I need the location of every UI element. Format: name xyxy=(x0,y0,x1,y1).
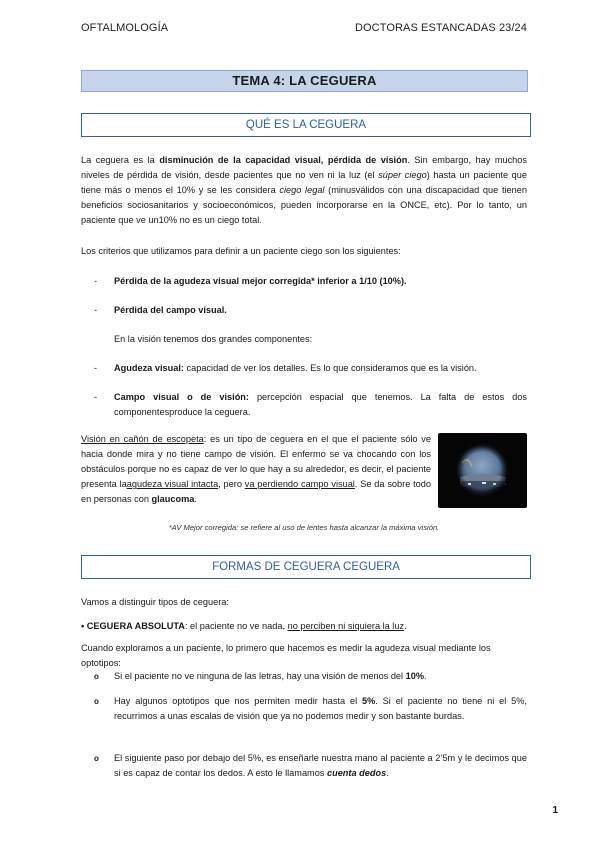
component-acuity: Agudeza visual: capacidad de ver los detalles. Es lo que consideramos que es la visión. xyxy=(114,363,477,373)
criterion-field: Pérdida del campo visual. xyxy=(114,305,227,315)
dash-bullet: - xyxy=(94,363,98,373)
criteria-intro: Los criterios que utilizamos para definir a un paciente ciego son los siguientes: xyxy=(81,246,401,256)
types-intro: Vamos a distinguir tipos de ceguera: xyxy=(81,597,229,607)
tunnel-vision-photo xyxy=(438,433,527,508)
page-title: TEMA 4: LA CEGUERA xyxy=(81,70,528,92)
criterion-acuity: Pérdida de la agudeza visual mejor corregida* inferior a 1/10 (10%). xyxy=(114,276,407,286)
optotype-item-5: Hay algunos optotipos que nos permiten medir hasta el 5%. Si el paciente no tiene ni el 5%, recurrimos a unas escalas de visión que ya no podemos medir y son bastante burdas. xyxy=(114,696,527,721)
components-intro: En la visión tenemos dos grandes componentes: xyxy=(114,334,313,344)
component-field: Campo visual o de visión: percepción espacial que tenemos. La falta de estos dos componentesproduce la ceguera. xyxy=(114,392,527,417)
dash-bullet: - xyxy=(94,392,98,402)
optotype-item-10: Si el paciente no ve ninguna de las letras, hay una visión de menos del 10%. xyxy=(114,671,427,681)
absolute-blindness: • CEGUERA ABSOLUTA: el paciente no ve nada, no perciben ni siquiera la luz. xyxy=(81,621,407,631)
section-heading-formas: FORMAS DE CEGUERA CEGUERA xyxy=(81,555,531,579)
tunnel-vision-paragraph: Visión en cañón de escopeta: es un tipo de ceguera en el que el paciente sólo ve hacia donde mira y no tiene campo de visión. El enfermo se va chocando con los obstáculos porque no es capaz de ver lo que hay a su alrededor, es decir, el paciente presenta laagudeza visual intacta, pero va perdiendo campo visual. Se da sobre todo en personas con glaucoma. xyxy=(81,434,432,504)
definition-paragraph: La ceguera es la disminución de la capacidad visual, pérdida de visión. Sin embargo, hay muchos niveles de pérdida de visión, desde pacientes que no ven ni la luz (el súper ciego) hasta un paciente que tiene más o menos el 10% y se les considera ciego legal (minusválidos con una discapacidad que tienen beneficios sociosanitarios y socioeconómicos, pueden incorporarse en la ONCE, etc). Por lo tanto, un paciente que ve un10% no es un ciego total. xyxy=(81,155,528,225)
circle-bullet: o xyxy=(94,754,99,763)
header-subject: OFTALMOLOGÍA xyxy=(81,22,169,34)
count-fingers-item: El siguiente paso por debajo del 5%, es enseñarle nuestra mano al paciente a 2’5m y le decimos que si es capaz de contar los dedos. A esto le llamamos cuenta dedos. xyxy=(114,753,527,778)
section-heading-que-es: QUÉ ES LA CEGUERA xyxy=(81,113,531,137)
dash-bullet: - xyxy=(94,276,98,286)
circle-bullet: o xyxy=(94,672,99,681)
page-number: 1 xyxy=(552,805,558,816)
dash-bullet: - xyxy=(94,305,98,315)
circle-bullet: o xyxy=(94,697,99,706)
exploration-paragraph: Cuando exploramos a un paciente, lo primero que hacemos es medir la agudeza visual mediante los optotipos: xyxy=(81,643,491,668)
header-authors: DOCTORAS ESTANCADAS 23/24 xyxy=(354,22,527,34)
footnote-av: *AV Mejor corregida: se refiere al uso de lentes hasta alcanzar la máxima visión. xyxy=(168,523,440,532)
